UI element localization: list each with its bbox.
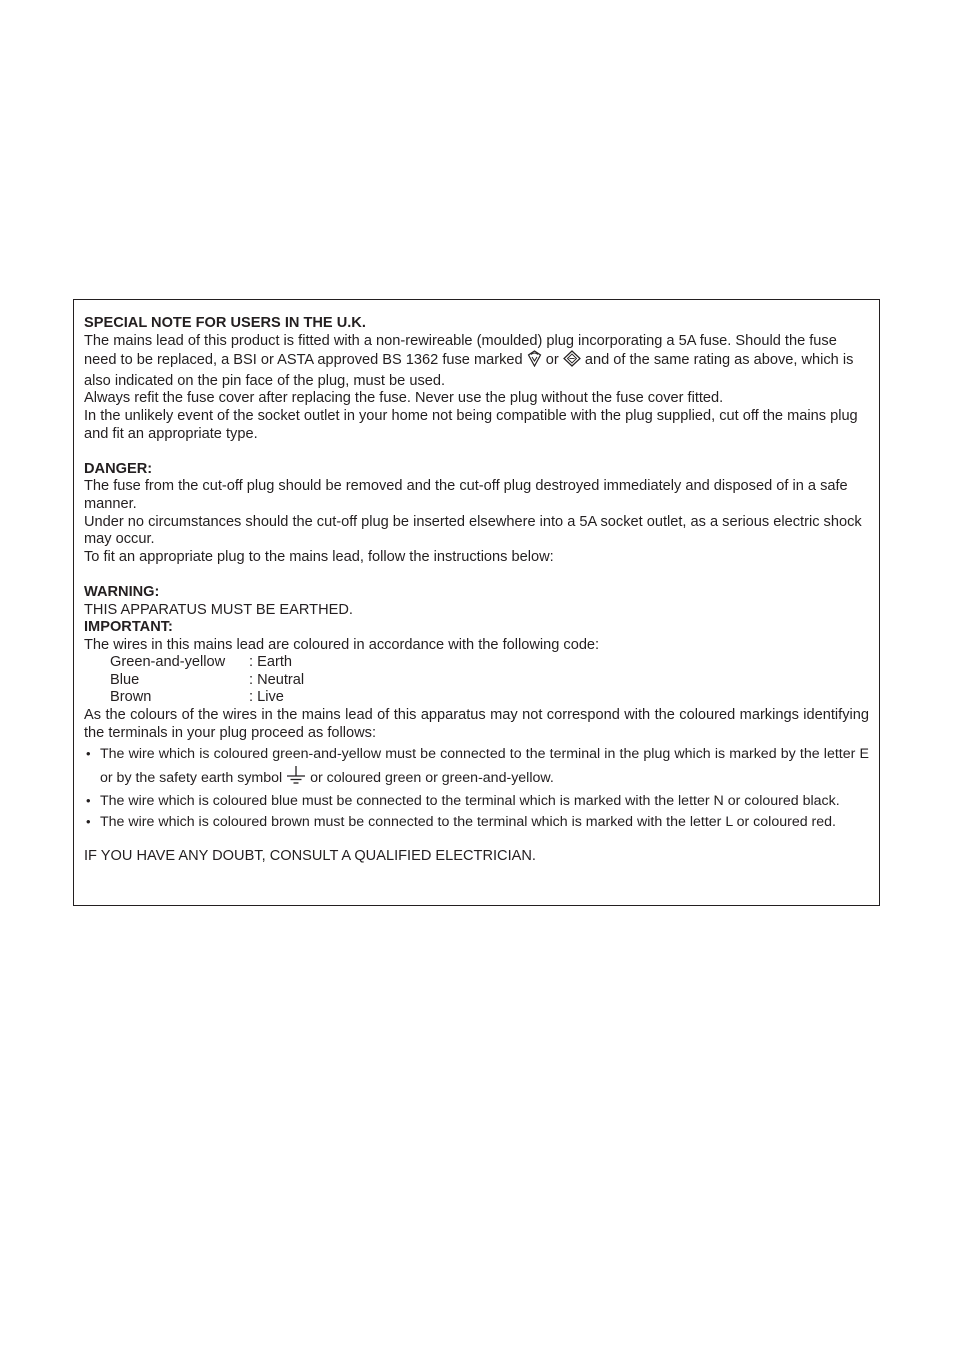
- spacer: [84, 566, 869, 584]
- danger-paragraph-3: To fit an appropriate plug to the mains lead, follow the instructions below:: [84, 548, 554, 565]
- wire-meaning: : Neutral: [249, 671, 305, 688]
- warning-text: THIS APPARATUS MUST BE EARTHED.: [84, 601, 353, 618]
- important-intro: The wires in this mains lead are coloured in accordance with the following code:: [84, 636, 600, 653]
- danger-heading: DANGER:: [84, 460, 153, 477]
- earth-symbol-icon: [286, 765, 306, 792]
- bullet-earth-text-2: or coloured green or green-and-yellow.: [310, 769, 554, 786]
- list-item: [84, 745, 869, 791]
- bullet-icon: •: [86, 813, 91, 829]
- wire-colour: Brown: [110, 689, 152, 706]
- notice-paragraph-fuse-part2: and of the same rating as above, which is also indicated on the pin face of the plug, must be used.: [84, 352, 854, 389]
- asta-mark-icon: [563, 350, 581, 373]
- bullet-earth-text-1: The wire which is coloured green-and-yellow must be connected to the terminal in the plug which is marked by the letter E or by the safety earth symbol: [100, 746, 869, 786]
- notice-title: SPECIAL NOTE FOR USERS IN THE U.K.: [84, 315, 366, 331]
- wire-meaning: : Live: [249, 689, 284, 706]
- bullet-icon: •: [86, 746, 91, 762]
- bullet-live-text: The wire which is coloured brown must be connected to the terminal which is marked with the letter L or coloured red.: [100, 813, 836, 830]
- wire-meaning: : Earth: [249, 654, 292, 671]
- notice-paragraph-socket: In the unlikely event of the socket outlet in your home not being compatible with the plug supplied, cut off the mains plug and fit an appropriate type.: [84, 407, 858, 442]
- wire-code-row: [110, 672, 869, 690]
- bullet-neutral-text: The wire which is coloured blue must be connected to the terminal which is marked with the letter N or coloured black.: [100, 793, 840, 810]
- list-item: [84, 792, 869, 812]
- wiring-instructions-list: [84, 745, 869, 832]
- warning-heading: WARNING:: [84, 583, 160, 600]
- final-advice: IF YOU HAVE ANY DOUBT, CONSULT A QUALIFIED ELECTRICIAN.: [84, 848, 536, 865]
- spacer: [84, 443, 869, 461]
- bullet-icon: •: [86, 793, 91, 809]
- uk-plug-notice-box: [73, 299, 880, 906]
- important-heading: IMPORTANT:: [84, 619, 173, 636]
- notice-paragraph-fuse-part1: The mains lead of this product is fitted with a non-rewireable (moulded) plug incorporating a 5A fuse. Should the fuse need to be replaced, a BSI or ASTA approved BS 1362 fuse marked: [84, 332, 837, 369]
- wire-code-row: [110, 654, 869, 672]
- important-paragraph: As the colours of the wires in the mains lead of this apparatus may not correspond with the coloured markings identifying the terminals in your plug proceed as follows:: [84, 707, 869, 741]
- danger-paragraph-1: The fuse from the cut-off plug should be removed and the cut-off plug destroyed immediately and disposed of in a safe manner.: [84, 478, 848, 512]
- bsi-kitemark-icon: [527, 350, 542, 373]
- notice-paragraph-fuse-cover: Always refit the fuse cover after replacing the fuse. Never use the plug without the fuse cover fitted.: [84, 390, 724, 407]
- danger-paragraph-2: Under no circumstances should the cut-off plug be inserted elsewhere into a 5A socket outlet, as a serious electric shock may occur.: [84, 513, 862, 548]
- wire-colour-code-list: [110, 654, 869, 707]
- list-item: [84, 813, 869, 833]
- wire-colour: Green-and-yellow: [110, 654, 226, 671]
- wire-code-row: [110, 689, 869, 707]
- notice-or-word: or: [545, 352, 559, 369]
- notice-paragraph-fuse: [84, 333, 869, 391]
- wire-colour: Blue: [110, 671, 140, 688]
